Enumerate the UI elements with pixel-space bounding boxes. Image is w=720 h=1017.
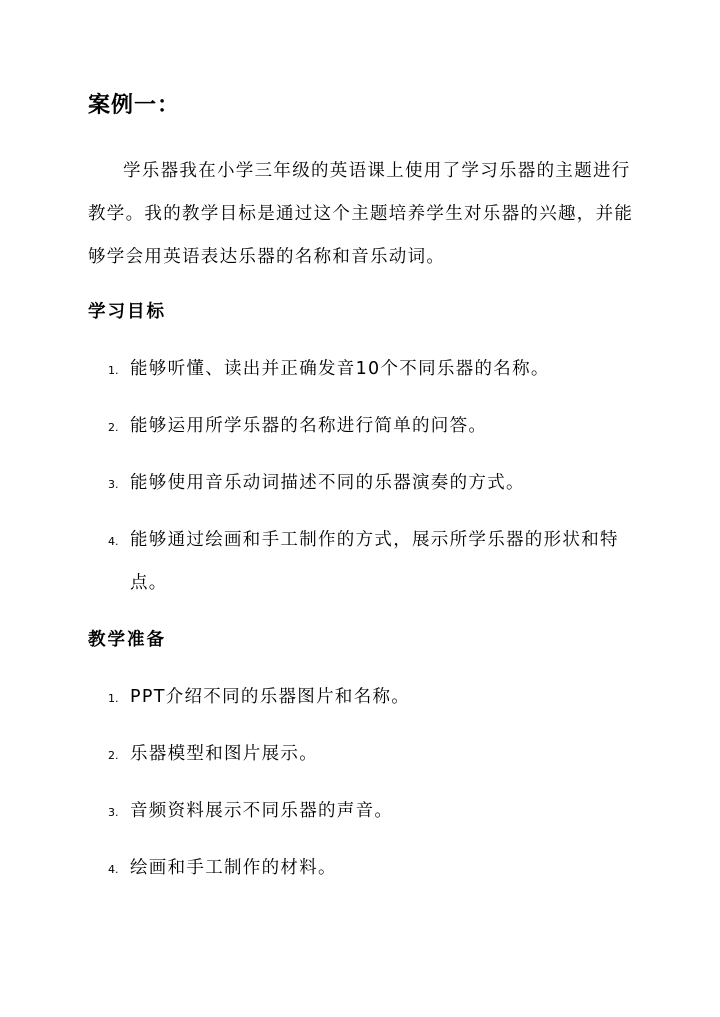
- list-number: 3.: [108, 806, 119, 819]
- list-item: [88, 348, 648, 391]
- list-item: [88, 733, 648, 776]
- list-number: 4.: [108, 863, 119, 876]
- list-item-text: PPT介绍不同的乐器图片和名称。: [130, 687, 411, 707]
- list-item: [88, 847, 648, 890]
- list-item-text: 能够使用音乐动词描述不同的乐器演奏的方式。: [130, 473, 525, 493]
- preparation-heading: 教学准备: [88, 630, 166, 650]
- list-item: [88, 519, 648, 605]
- list-item: [88, 676, 648, 719]
- objectives-list: [88, 348, 648, 619]
- list-item-text: 能够听懂、读出并正确发音10个不同乐器的名称。: [130, 359, 550, 379]
- list-item-text: 能够通过绘画和手工制作的方式，展示所学乐器的形状和特点。: [130, 530, 619, 593]
- list-item: [88, 790, 648, 833]
- case-title: 案例一：: [88, 93, 181, 118]
- list-item-text: 音频资料展示不同乐器的声音。: [130, 801, 394, 821]
- list-number: 2.: [108, 421, 119, 434]
- list-number: 1.: [108, 364, 119, 377]
- list-number: 1.: [108, 692, 119, 705]
- list-number: 2.: [108, 749, 119, 762]
- list-number: 3.: [108, 478, 119, 491]
- list-item-text: 能够运用所学乐器的名称进行简单的问答。: [130, 416, 488, 436]
- list-item-text: 绘画和手工制作的材料。: [130, 858, 337, 878]
- list-item: [88, 405, 648, 448]
- preparation-list: [88, 676, 648, 904]
- list-number: 4.: [108, 535, 119, 548]
- intro-paragraph: 学乐器我在小学三年级的英语课上使用了学习乐器的主题进行教学。我的教学目标是通过这个主题培养学生对乐器的兴趣，并能够学会用英语表达乐器的名称和音乐动词。: [88, 161, 634, 267]
- list-item-text: 乐器模型和图片展示。: [130, 744, 318, 764]
- list-item: [88, 462, 648, 505]
- objectives-heading: 学习目标: [88, 302, 166, 322]
